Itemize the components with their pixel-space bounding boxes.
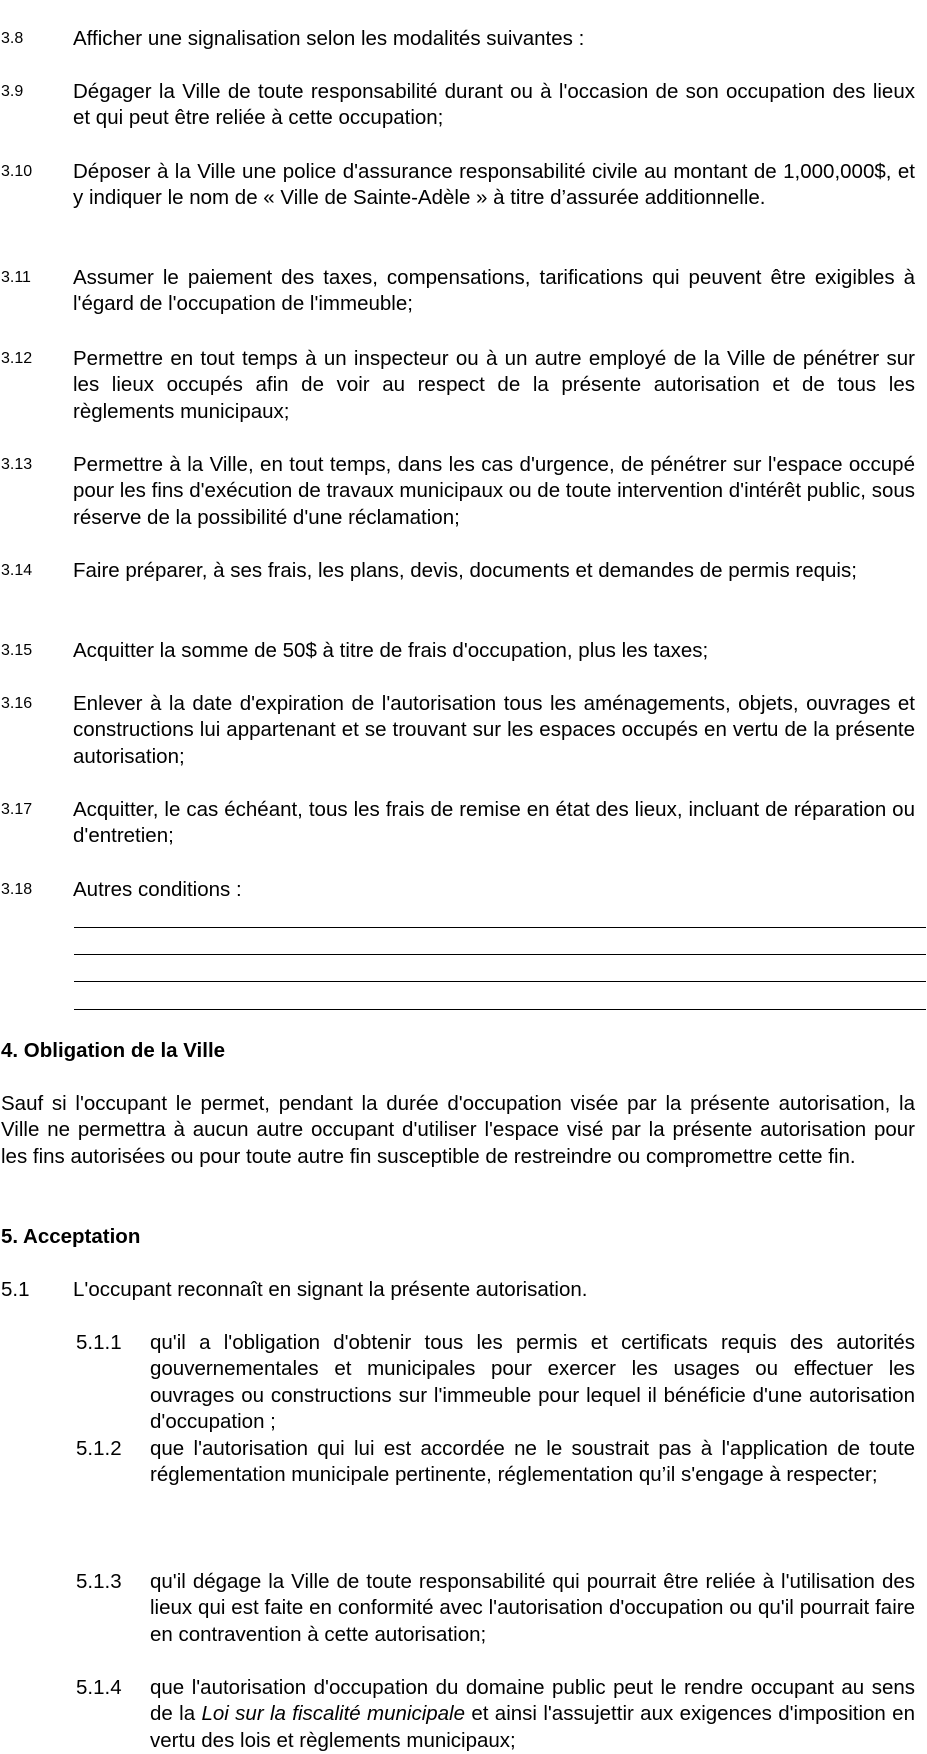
subitem-text: que l'autorisation qui lui est accordée ne le soustrait pas à l'application de toute réglementation municipale pertinente, réglementation qu’il s'engage à respecter; xyxy=(150,1437,915,1487)
item-text: Autres conditions : xyxy=(73,878,242,901)
item-text: Permettre en tout temps à un inspecteur ou à un autre employé de la Ville de pénétrer sur les lieux occupés afin de voir au respect de la présente autorisation et de tous les règlements municipaux; xyxy=(73,347,915,423)
item-text: Acquitter, le cas échéant, tous les frais de remise en état des lieux, incluant de réparation ou d'entretien; xyxy=(73,798,915,848)
item-text: Enlever à la date d'expiration de l'autorisation tous les aménagements, objets, ouvrages et constructions lui appartenant et se trouvant sur les espaces occupés en vertu de la présente autorisation; xyxy=(73,692,915,768)
law-title-italic: Loi sur la fiscalité municipale xyxy=(201,1702,466,1726)
subitem-text-part: et ainsi l'assujettir aux exigences d'imposition en vertu des lois et règlements municipaux; xyxy=(150,1702,915,1752)
subitem-number: 5.1.2 xyxy=(76,1437,122,1460)
item-text: Permettre à la Ville, en tout temps, dans les cas d'urgence, de pénétrer sur l'espace occupé pour les fins d'exécution de travaux municipaux ou de toute intervention d'intérêt public, sous réserve de la possibilité d'une réclamation; xyxy=(73,453,916,529)
item-text: L'occupant reconnaît en signant la présente autorisation. xyxy=(73,1278,588,1301)
item-number: 3.13 xyxy=(1,456,33,473)
subitem-number: 5.1.3 xyxy=(76,1570,122,1593)
subitem-text: qu'il dégage la Ville de toute responsabilité qui pourrait être reliée à l'utilisation des lieux qui est faite en conformité avec l'autorisation d'occupation ou qu'il pourrait faire en contravention à cette autorisation; xyxy=(150,1570,915,1646)
item-text: Faire préparer, à ses frais, les plans, devis, documents et demandes de permis requis; xyxy=(73,559,857,582)
item-number: 5.1 xyxy=(1,1278,30,1301)
item-text: Déposer à la Ville une police d'assurance responsabilité civile au montant de 1,000,000$, et y indiquer le nom de « Ville de Sainte-Adèle » à titre d’assurée additionnelle. xyxy=(73,160,915,210)
section-heading: 5. Acceptation xyxy=(1,1225,141,1248)
item-number: 3.15 xyxy=(1,642,33,659)
subitem-text xyxy=(150,1675,915,1754)
blank-line-2 xyxy=(74,954,926,955)
blank-line-4 xyxy=(74,1009,926,1010)
blank-line-1 xyxy=(74,927,926,928)
section-paragraph: Sauf si l'occupant le permet, pendant la durée d'occupation visée par la présente autorisation, la Ville ne permettra à aucun autre occupant d'utiliser l'espace visé par la présente autorisation pour les fins autorisées ou pour toute autre fin susceptible de restreindre ou compromettre cette fin. xyxy=(1,1092,915,1168)
subitem-text-part: que l'autorisation d'occupation du domaine public peut le rendre occupant au sens de la xyxy=(150,1676,915,1726)
item-text: Assumer le paiement des taxes, compensations, tarifications qui peuvent être exigibles à l'égard de l'occupation de l'immeuble; xyxy=(73,266,915,316)
subitem-number: 5.1.4 xyxy=(76,1676,122,1699)
subitem-text: qu'il a l'obligation d'obtenir tous les permis et certificats requis des autorités gouvernementales et municipales pour exercer les usages ou effectuer les ouvrages ou constructions sur l'immeuble pour lequel il bénéficie d'une autorisation d'occupation ; xyxy=(150,1331,915,1433)
section-heading: 4. Obligation de la Ville xyxy=(1,1039,226,1062)
item-text: Dégager la Ville de toute responsabilité durant ou à l'occasion de son occupation des lieux et qui peut être reliée à cette occupation; xyxy=(73,80,915,130)
item-number: 3.8 xyxy=(1,30,24,47)
item-number: 3.14 xyxy=(1,562,33,579)
item-text: Afficher une signalisation selon les modalités suivantes : xyxy=(73,27,585,50)
item-number: 3.9 xyxy=(1,83,24,100)
subitem-number: 5.1.1 xyxy=(76,1331,122,1354)
item-number: 3.17 xyxy=(1,801,33,818)
item-number: 3.11 xyxy=(1,269,31,286)
item-number: 3.10 xyxy=(1,163,33,180)
item-text: Acquitter la somme de 50$ à titre de frais d'occupation, plus les taxes; xyxy=(73,639,709,662)
blank-line-3 xyxy=(74,981,926,982)
item-number: 3.12 xyxy=(1,350,33,367)
item-number: 3.18 xyxy=(1,881,33,898)
item-number: 3.16 xyxy=(1,695,33,712)
